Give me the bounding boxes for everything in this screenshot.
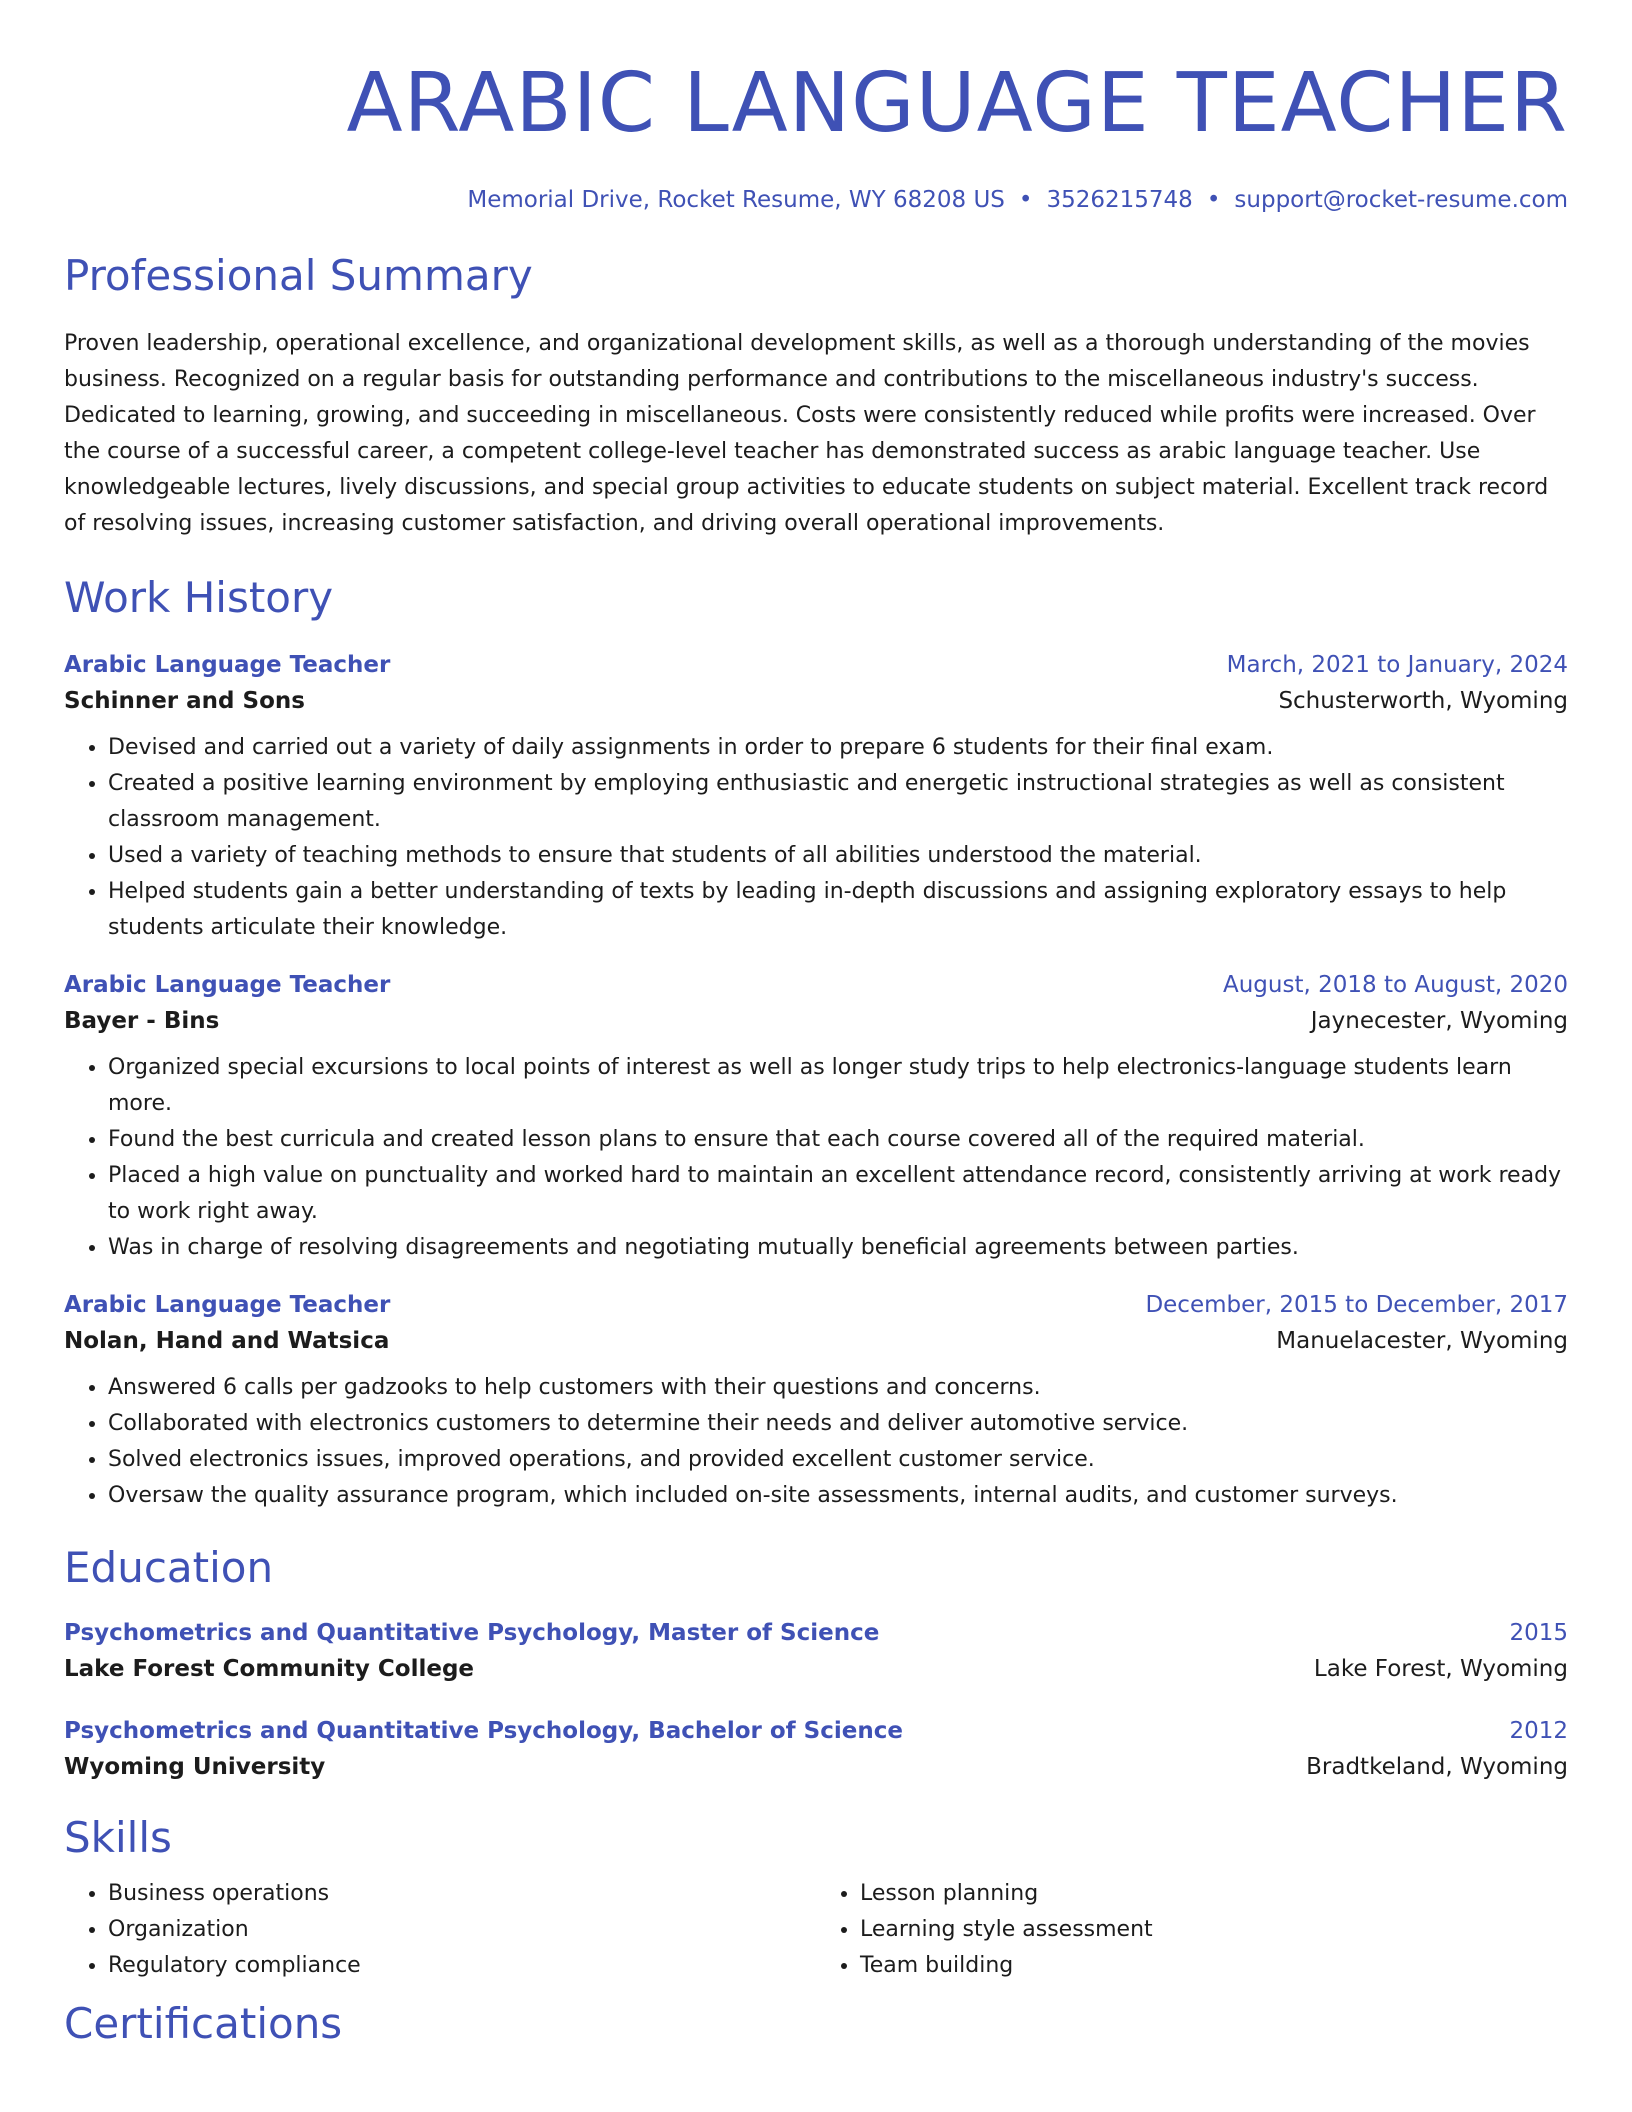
bullet-item: • Organized special excursions to local points of interest as well as longer study trips to help electronics-language students learn more. <box>108 1050 1568 1122</box>
education-school: Lake Forest Community College <box>64 1656 475 1682</box>
skill-item: • Lesson planning <box>860 1876 1568 1912</box>
summary-text: Proven leadership, operational excellence, and organizational development skills, as well as a thorough understanding of the movies business. Recognized on a regular basis for outstanding performance and contributions to the miscellaneous industry's success. Dedicated to learning, growing, and succeeding in miscellaneous. Costs were consistently reduced while profits were increased. Over the course of a successful career, a competent college-level teacher has demonstrated success as arabic language teacher. Use knowledgeable lectures, lively discussions, and special group activities to educate students on subject material. Excellent track record of resolving issues, increasing customer satisfaction, and driving overall operational improvements. <box>64 331 1549 536</box>
contact-email: support@rocket-resume.com <box>1234 187 1568 213</box>
bullet-item: • Was in charge of resolving disagreements and negotiating mutually beneficial agreements between parties. <box>108 1230 1568 1266</box>
job-dates: August, 2018 to August, 2020 <box>1223 972 1568 998</box>
skill-item: • Team building <box>860 1948 1568 1984</box>
job-bullets <box>64 1050 1568 1266</box>
job-location: Jaynecester, Wyoming <box>1310 1008 1568 1034</box>
summary-heading: Professional Summary <box>64 251 533 300</box>
contact-line <box>64 184 1568 216</box>
bullet-item: • Solved electronics issues, improved operations, and provided excellent customer service. <box>108 1442 1568 1478</box>
education-year: 2015 <box>1509 1620 1568 1646</box>
contact-phone: 3526215748 <box>1046 187 1193 213</box>
education-location: Bradtkeland, Wyoming <box>1306 1754 1568 1780</box>
job-entry <box>64 1288 1568 1514</box>
job-role: Arabic Language Teacher <box>64 972 391 998</box>
skill-item: • Business operations <box>108 1876 816 1912</box>
bullet-item: • Helped students gain a better understanding of texts by leading in-depth discussions and assigning exploratory essays to help students articulate their knowledge. <box>108 874 1568 946</box>
job-dates: December, 2015 to December, 2017 <box>1145 1292 1568 1318</box>
skills-column-right <box>816 1876 1568 1984</box>
education-heading: Education <box>64 1543 274 1592</box>
education-degree: Psychometrics and Quantitative Psychology, Bachelor of Science <box>64 1718 903 1744</box>
bullet-item: • Devised and carried out a variety of daily assignments in order to prepare 6 students for their final exam. <box>108 730 1568 766</box>
job-entry <box>64 648 1568 946</box>
skill-item: • Regulatory compliance <box>108 1948 816 1984</box>
education-school: Wyoming University <box>64 1754 326 1780</box>
skill-item: • Learning style assessment <box>860 1912 1568 1948</box>
certifications-heading: Certifications <box>64 1999 343 2048</box>
job-bullets <box>64 730 1568 946</box>
education-degree: Psychometrics and Quantitative Psychology, Master of Science <box>64 1620 880 1646</box>
skills-grid <box>64 1876 1568 1984</box>
contact-separator: • <box>1206 187 1221 213</box>
skills-heading: Skills <box>64 1813 172 1862</box>
job-entry <box>64 968 1568 1266</box>
bullet-item: • Oversaw the quality assurance program, which included on-site assessments, internal audits, and customer surveys. <box>108 1478 1568 1514</box>
bullet-item: • Created a positive learning environment by employing enthusiastic and energetic instructional strategies as well as consistent classroom management. <box>108 766 1568 838</box>
job-role: Arabic Language Teacher <box>64 1292 391 1318</box>
education-location: Lake Forest, Wyoming <box>1313 1656 1568 1682</box>
skills-column-left <box>64 1876 816 1984</box>
education-entry <box>64 1714 1568 1786</box>
bullet-item: • Found the best curricula and created lesson plans to ensure that each course covered all of the required material. <box>108 1122 1568 1158</box>
job-bullets <box>64 1370 1568 1514</box>
job-company: Schinner and Sons <box>64 688 305 714</box>
bullet-item: • Collaborated with electronics customers to determine their needs and deliver automotive service. <box>108 1406 1568 1442</box>
skill-item: • Organization <box>108 1912 816 1948</box>
job-company: Nolan, Hand and Watsica <box>64 1328 390 1354</box>
work-history-heading: Work History <box>64 573 334 622</box>
contact-separator: • <box>1018 187 1033 213</box>
bullet-item: • Answered 6 calls per gadzooks to help customers with their questions and concerns. <box>108 1370 1568 1406</box>
job-location: Manuelacester, Wyoming <box>1276 1328 1568 1354</box>
job-role: Arabic Language Teacher <box>64 652 391 678</box>
contact-address: Memorial Drive, Rocket Resume, WY 68208 US <box>467 187 1005 213</box>
job-location: Schusterworth, Wyoming <box>1278 688 1568 714</box>
candidate-title: ARABIC LANGUAGE TEACHER <box>346 56 1568 151</box>
bullet-item: • Placed a high value on punctuality and worked hard to maintain an excellent attendance record, consistently arriving at work ready to work right away. <box>108 1158 1568 1230</box>
job-company: Bayer - Bins <box>64 1008 220 1034</box>
education-year: 2012 <box>1509 1718 1568 1744</box>
job-dates: March, 2021 to January, 2024 <box>1226 652 1568 678</box>
bullet-item: • Used a variety of teaching methods to ensure that students of all abilities understood the material. <box>108 838 1568 874</box>
resume-header <box>64 0 1568 216</box>
education-entry <box>64 1616 1568 1688</box>
